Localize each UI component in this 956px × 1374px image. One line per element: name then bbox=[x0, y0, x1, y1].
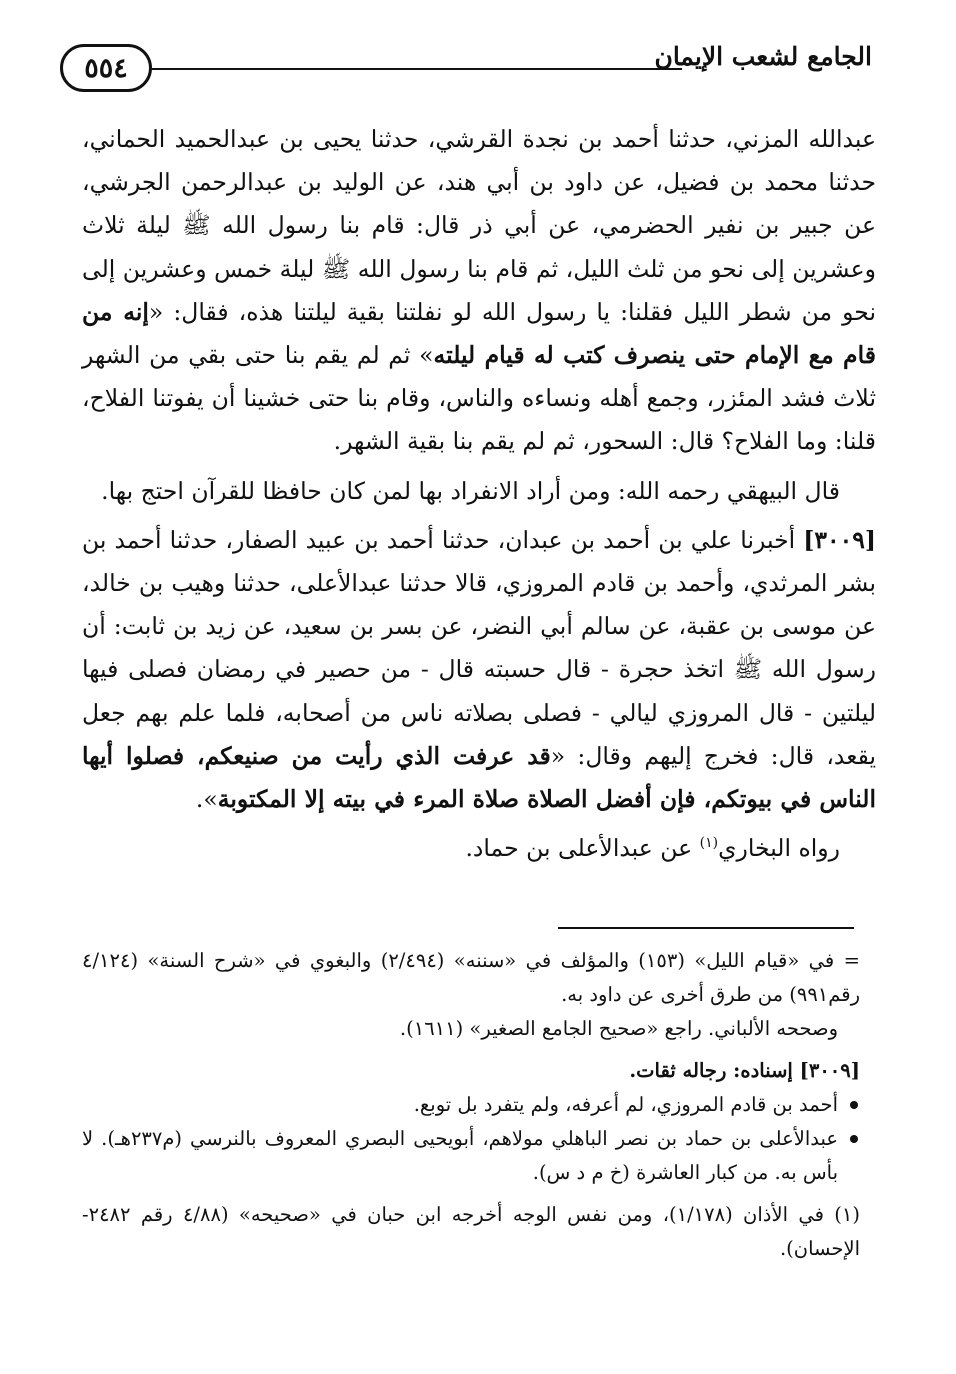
paragraph-bayhaqi-comment: قال البيهقي رحمه الله: ومن أراد الانفراد بها لمن كان حافظا للقرآن احتج بها. bbox=[101, 476, 840, 505]
text-run: أخبرنا علي بن أحمد بن عبدان، حدثنا أحمد بن عبيد الصفار، حدثنا أحمد بن بشر المرثدي، وأحمد بن قادم المروزي، قالا حدثنا عبدالأعلى، حدثنا وهيب بن خالد، عن موسى بن عقبة، عن سالم أبي النضر، عن بسر بن سعيد، عن زيد بن ثابت: أن رسول الله ﷺ اتخذ حجرة - قال حسبته قال - من حصير في رمضان فصلى فيها ليلتين - قال المروزي ليالي - فصلى بصلاته ناس من أصحابه، فلما علم بهم جعل يقعد، قال: فخرج إليهم وقال: « bbox=[82, 525, 876, 770]
footnote-1: (١) في الأذان (١/١٧٨)، ومن نفس الوجه أخرجه ابن حبان في «صحيحه» (٤/٨٨ رقم ٢٤٨٢- الإحسان). bbox=[82, 1203, 860, 1260]
text-run: عبدالله المزني، حدثنا أحمد بن نجدة القرشي، حدثنا يحيى بن عبدالحميد الحماني، حدثنا محمد بن فضيل، عن داود بن أبي هند، عن الوليد بن عبدالرحمن الجرشي، عن جبير بن نفير الحضرمي، عن أبي ذر قال: قام بنا رسول الله ﷺ ليلة ثلاث وعشرين إلى نحو من ثلث الليل، ثم قام بنا رسول الله ﷺ ليلة خمس وعشرين إلى نحو من شطر الليل فقلنا: يا رسول الله لو نفلتنا بقية ليلتنا هذه، فقال: « bbox=[82, 125, 876, 326]
main-text bbox=[82, 118, 876, 870]
footnote-bullet: عبدالأعلى بن حماد بن نصر الباهلي مولاهم، أبويحيى البصري المعروف بالنرسي (م٢٣٧هـ). لا بأس به. من كبار العاشرة (خ م د س). bbox=[82, 1122, 860, 1190]
running-title: الجامع لشعب الإيمان bbox=[654, 42, 872, 71]
hadith-quote: إنه من قام مع الإمام حتى ينصرف كتب له قيام ليلته bbox=[82, 297, 876, 370]
paragraph-narration-source bbox=[82, 827, 876, 870]
footnotes bbox=[82, 944, 860, 1266]
paragraph-hadith-3009 bbox=[82, 519, 876, 821]
footnote-separator bbox=[558, 927, 854, 929]
header-rule bbox=[152, 68, 682, 70]
page-header bbox=[60, 38, 872, 108]
footnote-continuation: وصححه الألباني. راجع «صحيح الجامع الصغير» (١٦١١). bbox=[399, 1017, 838, 1040]
text-run: عن عبدالأعلى بن حماد. bbox=[465, 834, 700, 863]
hadith-quote: قد عرفت الذي رأيت من صنيعكم، فصلوا أيها الناس في بيوتكم، فإن أفضل الصلاة صلاة المرء في بيته إلا المكتوبة bbox=[82, 741, 876, 814]
hadith-number: [٣٠٠٩] bbox=[803, 525, 876, 554]
paragraph-hadith-3008 bbox=[82, 118, 876, 464]
footnote-marker[interactable]: (١) bbox=[699, 835, 719, 852]
text-run: رواه البخاري bbox=[718, 834, 840, 863]
text-run: » ثم لم يقم بنا حتى بقي من الشهر ثلاث فشد المئزر، وجمع أهله ونساءه والناس، وقام بنا حتى خشينا أن يفوتنا الفلاح، قلنا: وما الفلاح؟ قال: السحور، ثم لم يقم بنا بقية الشهر. bbox=[82, 341, 876, 456]
text-run: ». bbox=[195, 785, 218, 814]
page-number-badge: ٥٥٤ bbox=[60, 44, 152, 92]
footnote-isnad-heading: [٣٠٠٩] إسناده: رجاله ثقات. bbox=[629, 1059, 860, 1082]
footnote-continuation: = في «قيام الليل» (١٥٣) والمؤلف في «سننه» (٢/٤٩٤) والبغوي في «شرح السنة» (٤/١٢٤ رقم٩٩١) من طرق أخرى عن داود به. bbox=[82, 949, 860, 1006]
footnote-bullet: أحمد بن قادم المروزي، لم أعرفه، ولم يتفرد بل توبع. bbox=[82, 1088, 860, 1122]
